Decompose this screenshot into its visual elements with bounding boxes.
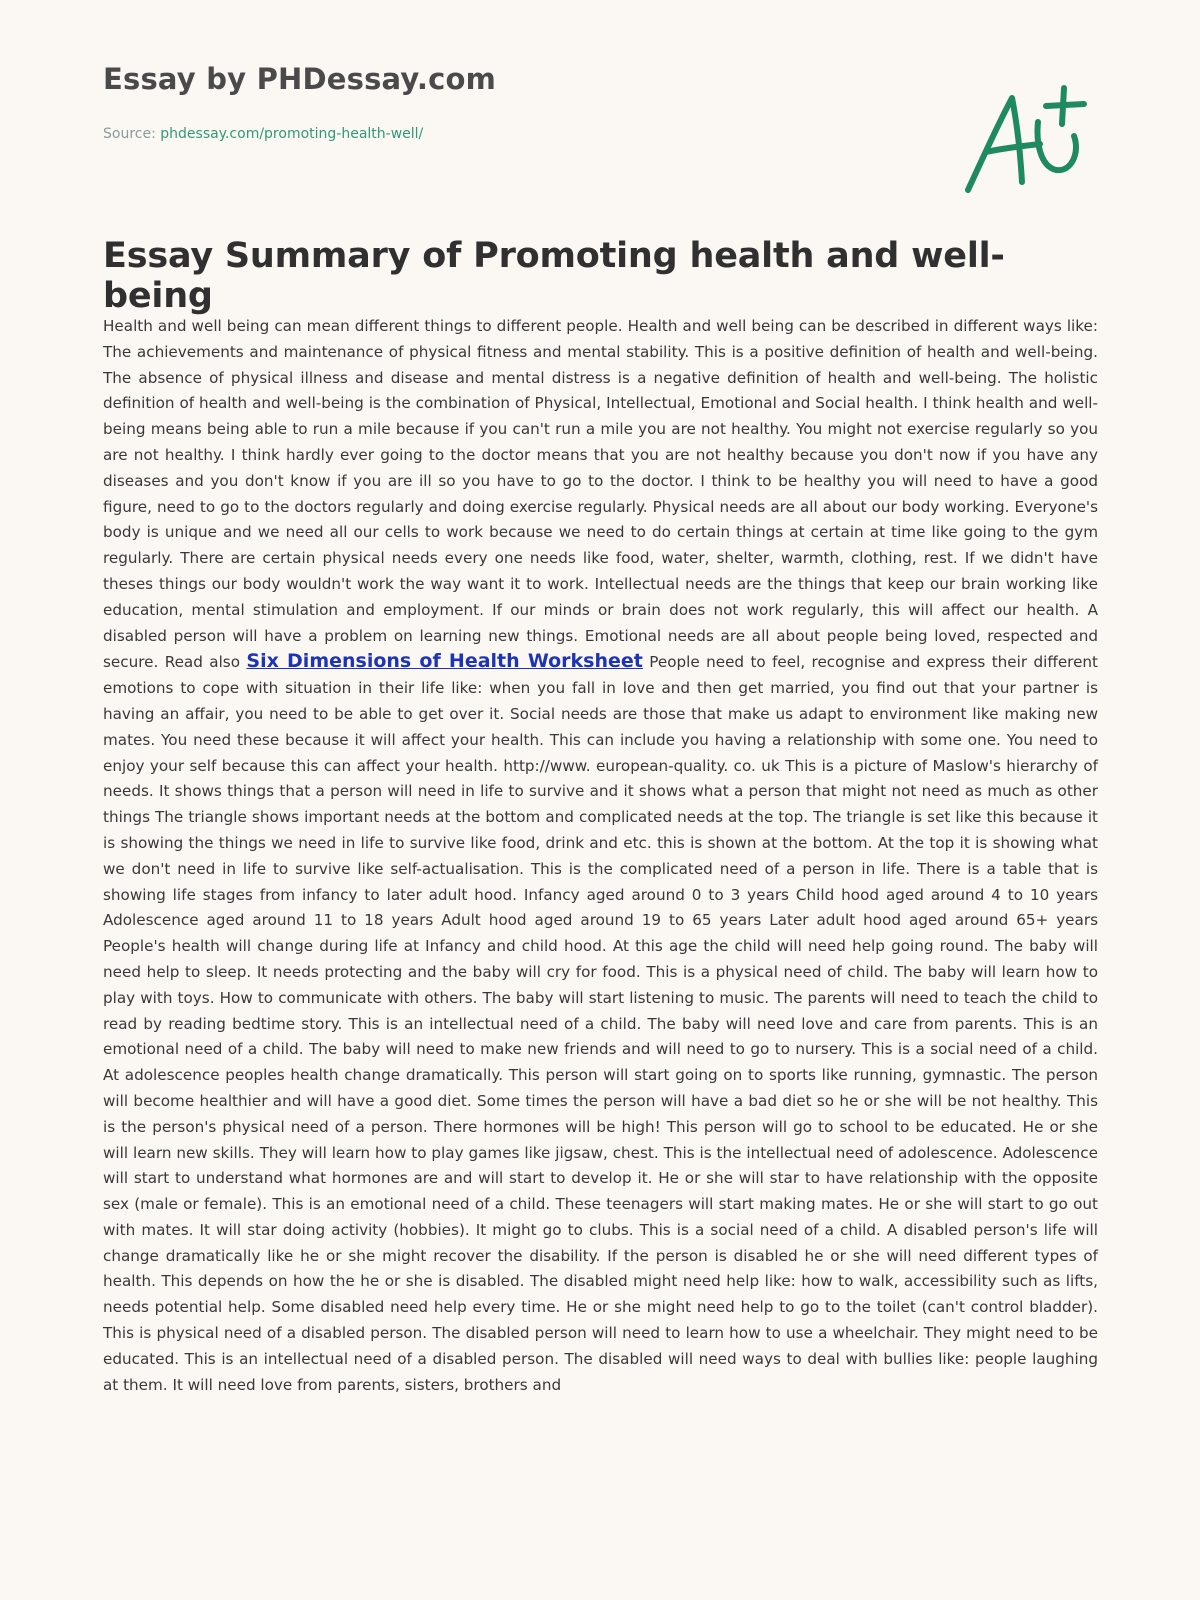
body-part-2: People need to feel, recognise and express their different emotions to cope with situation in their life like: when you fall in love and then get married, you find out that your partner is having an affair, you need to be able to get over it. Social needs are those that make us adapt to environment like making new mates. You need these because it will affect your health. This can include you having a relationship with some one. You need to enjoy your self because this can affect your health. http://www. european-quality. co. uk This is a picture of Maslow's hierarchy of needs. It shows things that a person will need in life to survive and it shows what a person that might not need as much as other things The triangle shows important needs at the bottom and complicated needs at the top. The triangle is set like this because it is showing the things we need in life to survive like food, drink and etc. this is shown at the bottom. At the top it is showing what we don't need in life to survive like self-actualisation. This is the complicated need of a person in life. There is a table that is showing life stages from infancy to later adult hood. Infancy aged around 0 to 3 years Child hood aged around 4 to 10 years Adolescence aged around 11 to 18 years Adult hood aged around 19 to 65 years Later adult hood aged around 65+ years People's health will change during life at Infancy and child hood. At this age the child will need help going round. The baby will need help to sleep. It needs protecting and the baby will cry for food. This is a physical need of child. The baby will learn how to play with toys. How to communicate with others. The baby will start listening to music. The parents will need to teach the child to read by reading bedtime story. This is an intellectual need of a child. The baby will need love and care from parents. This is an emotional need of a child. The baby will need to make new friends and will need to go to nursery. This is a social need of a child. At adolescence peoples health change dramatically. This person will start going on to sports like running, gymnastic. The person will become healthier and will have a good diet. Some times the person will have a bad diet so he or she will be not healthy. This is the person's physical need of a person. There hormones will be high! This person will go to school to be educated. He or she will learn new skills. They will learn how to play games like jigsaw, chest. This is the intellectual need of adolescence. Adolescence will start to understand what hormones are and will start to develop it. He or she will star to have relationship with the opposite sex (male or female). This is an emotional need of a child. These teenagers will start making mates. He or she will start to go out with mates. It will star doing activity (hobbies). It might go to clubs. This is a social need of a child. A disabled person's life will change dramatically like he or she might recover the disability. If the person is disabled he or she will need different types of health. This depends on how the he or she is disabled. The disabled might need help like: how to walk, accessibility such as lifts, needs potential help. Some disabled need help every time. He or she might need help to go to the toilet (can't control bladder). This is physical need of a disabled person. The disabled person will need to learn how to use a wheelchair. They might need to be educated. This is an intellectual need of a disabled person. The disabled will need ways to deal with bullies like: people laughing at them. It will need love from parents, sisters, brothers and: [103, 653, 1098, 1394]
read-also-label: Read also: [164, 653, 241, 672]
source-label: Source:: [103, 126, 156, 142]
read-also-link[interactable]: Six Dimensions of Health Worksheet: [246, 650, 643, 673]
body-part-1: Health and well being can mean different things to different people. Health and well being can be described in different ways like: The achievements and maintenance of physical fitness and mental stability. This is a positive definition of health and well-being. The absence of physical illness and disease and mental distress is a negative definition of health and well-being. The holistic definition of health and well-being is the combination of Physical, Intellectual, Emotional and Social health. I think health and well-being means being able to run a mile because if you can't run a mile you are not healthy. You might not exercise regularly so you are not healthy. I think hardly ever going to the doctor means that you are not healthy because you don't now if you have any diseases and you don't know if you are ill so you have to go to the doctor. I think to be healthy you will need to have a good figure, need to go to the doctors regularly and doing exercise regularly. Physical needs are all about our body working. Everyone's body is unique and we need all our cells to work because we need to do certain things at certain at time like going to the gym regularly. There are certain physical needs every one needs like food, water, shelter, warmth, clothing, rest. If we didn't have theses things our body wouldn't work the way want it to work. Intellectual needs are the things that keep our brain working like education, mental stimulation and employment. If our minds or brain does not work regularly, this will affect our health. A disabled person will have a problem on learning new things. Emotional needs are all about people being loved, respected and secure.: [103, 317, 1098, 672]
a-plus-logo-plus-horizontal: [1046, 104, 1084, 106]
a-plus-logo-letter-a: [968, 98, 1022, 190]
a-plus-logo-loop: [1038, 122, 1076, 170]
essay-title: Essay Summary of Promoting health and well-being: [103, 236, 1005, 316]
essay-body: [103, 314, 1098, 1398]
a-plus-logo-crossbar: [986, 144, 1040, 152]
source-link[interactable]: phdessay.com/promoting-health-well/: [160, 126, 424, 142]
a-plus-logo: [960, 78, 1100, 208]
site-brand: Essay by PHDessay.com: [103, 62, 497, 96]
source-line: [103, 126, 423, 142]
